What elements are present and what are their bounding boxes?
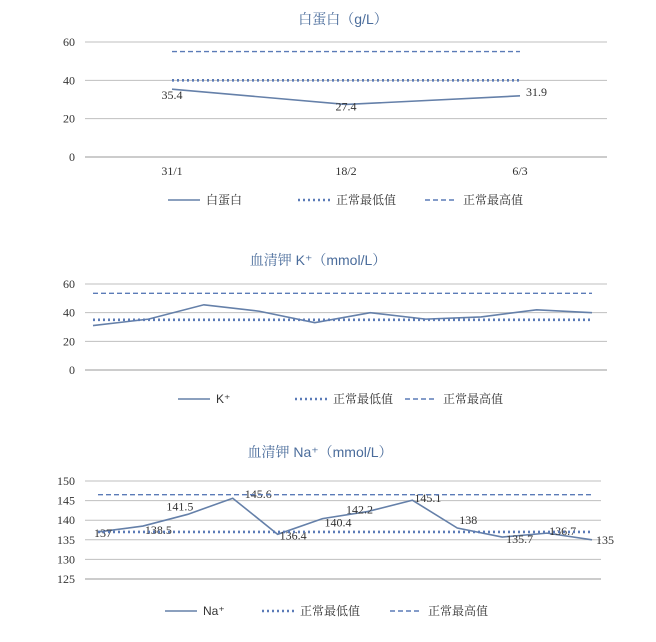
data-label: 136.7 bbox=[549, 524, 577, 539]
data-label: 142.2 bbox=[345, 502, 373, 517]
y-tick-label: 135 bbox=[57, 532, 75, 547]
y-tick-label: 130 bbox=[57, 552, 75, 567]
y-tick-label: 0 bbox=[69, 150, 75, 164]
y-tick-label: 40 bbox=[63, 305, 75, 320]
data-label: 136.4 bbox=[279, 528, 307, 543]
legend-label: 白蛋白 bbox=[206, 193, 243, 207]
legend-label: Na⁺ bbox=[203, 604, 225, 618]
y-tick-label: 60 bbox=[63, 35, 75, 49]
data-label: 138 bbox=[459, 513, 478, 528]
data-label: 35.4 bbox=[161, 88, 183, 103]
y-tick-label: 60 bbox=[63, 277, 75, 291]
data-label: 31.9 bbox=[526, 84, 547, 99]
legend-label: 正常最高值 bbox=[463, 193, 524, 207]
series-line bbox=[93, 305, 592, 326]
x-tick-label: 18/2 bbox=[335, 164, 357, 178]
y-tick-label: 125 bbox=[57, 572, 75, 586]
x-tick-label: 6/3 bbox=[512, 164, 528, 178]
legend-label: 正常最高值 bbox=[428, 604, 489, 618]
y-tick-label: 20 bbox=[63, 111, 75, 126]
y-tick-label: 40 bbox=[63, 73, 75, 88]
plot-sodium bbox=[57, 474, 614, 618]
y-tick-label: 150 bbox=[57, 474, 75, 488]
legend-label: 正常最低值 bbox=[336, 193, 397, 207]
potassium-chart bbox=[63, 252, 607, 406]
y-tick-label: 140 bbox=[57, 513, 75, 528]
data-label: 140.4 bbox=[324, 515, 352, 530]
legend-label: K⁺ bbox=[216, 392, 231, 406]
chart-title-sodium: 血清钾 Na⁺（mmol/L） bbox=[247, 444, 393, 460]
legend-label: 正常最低值 bbox=[333, 392, 394, 406]
sodium-chart bbox=[57, 444, 614, 618]
data-label: 135.7 bbox=[506, 532, 534, 547]
data-label: 135 bbox=[596, 532, 614, 547]
data-label: 145.6 bbox=[244, 487, 272, 502]
data-label: 141.5 bbox=[166, 499, 194, 514]
y-tick-label: 20 bbox=[63, 334, 75, 349]
chart-title-potassium: 血清钾 K⁺（mmol/L） bbox=[249, 252, 387, 268]
x-tick-label: 31/1 bbox=[161, 164, 183, 178]
legend-label: 正常最高值 bbox=[443, 392, 504, 406]
data-label: 145.1 bbox=[414, 491, 442, 506]
legend-label: 正常最低值 bbox=[300, 604, 361, 618]
y-tick-label: 0 bbox=[69, 363, 75, 377]
y-tick-label: 145 bbox=[57, 493, 75, 508]
data-label: 27.4 bbox=[335, 99, 357, 114]
data-label: 138.5 bbox=[144, 523, 172, 538]
data-label: 137 bbox=[94, 525, 112, 540]
plot-albumin bbox=[63, 35, 607, 207]
plot-potassium bbox=[63, 277, 607, 406]
chart-title-albumin: 白蛋白（g/L） bbox=[298, 11, 388, 27]
albumin-chart bbox=[63, 11, 607, 207]
